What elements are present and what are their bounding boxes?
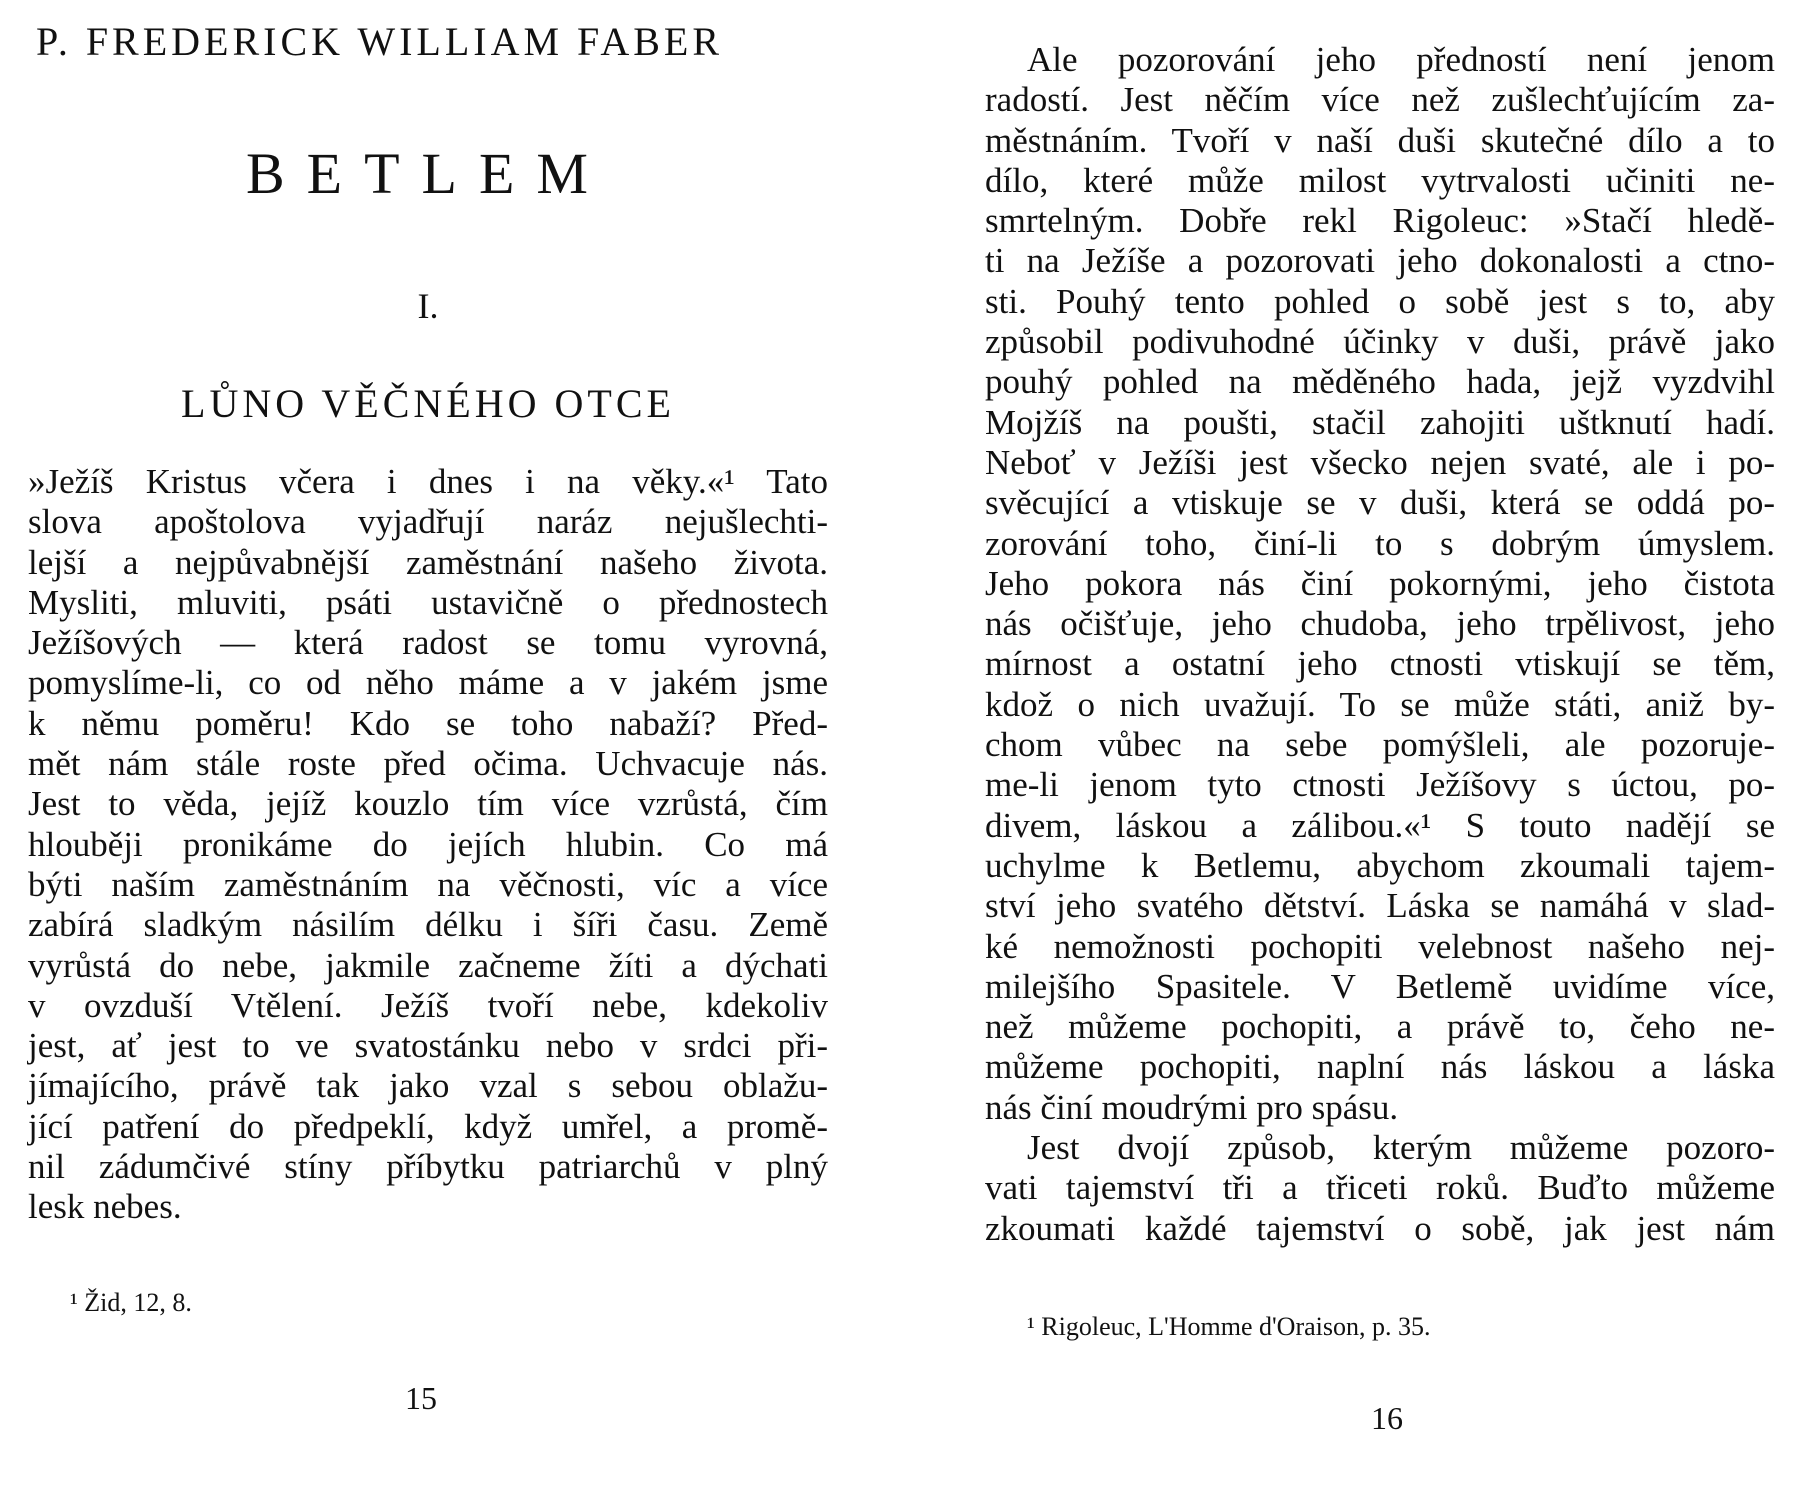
- text-line: jící patření do předpeklí, když umřel, a promě-: [28, 1106, 828, 1146]
- text-line: nil zádumčivé stíny příbytku patriarchů v plný: [28, 1147, 828, 1187]
- left-body-text: [28, 462, 828, 1228]
- chapter-number: I.: [417, 286, 439, 326]
- page-number: 16: [1371, 1400, 1403, 1436]
- text-line: ství jeho svatého dětství. Láska se namáhá v slad-: [985, 886, 1775, 926]
- text-line: Mojžíš na poušti, stačil zahojiti uštknutí hadí.: [985, 402, 1775, 442]
- text-line: smrtelným. Dobře rekl Rigoleuc: »Stačí hledě-: [985, 201, 1775, 241]
- author-name: P. FREDERICK WILLIAM FABER: [36, 19, 724, 64]
- text-line: zabírá sladkým násilím délku i šíři času. Země: [28, 905, 828, 945]
- text-line: Neboť v Ježíši jest všecko nejen svaté, ale i po-: [985, 442, 1775, 482]
- text-line: divem, láskou a zálibou.«¹ S touto nadějí se: [985, 805, 1775, 845]
- right-body-text: [985, 40, 1775, 1249]
- text-line: pouhý pohled na měděného hada, jejž vyzdvihl: [985, 362, 1775, 402]
- text-line: městnáním. Tvoří v naší duši skutečné dílo a to: [985, 120, 1775, 160]
- text-line: jest, ať jest to ve svatostánku nebo v srdci při-: [28, 1026, 828, 1066]
- text-line: ti na Ježíše a pozorovati jeho dokonalosti a ctno-: [985, 241, 1775, 281]
- text-line: Ale pozorování jeho předností není jenom: [1027, 40, 1775, 79]
- text-line: nás činí moudrými pro spásu.: [985, 1087, 1399, 1127]
- text-line: Mysliti, mluviti, psáti ustavičně o přednostech: [28, 582, 828, 622]
- text-line: vati tajemství tři a třiceti roků. Buďto můžeme: [985, 1168, 1775, 1208]
- text-line: milejšího Spasitele. V Betlemě uvidíme více,: [985, 966, 1775, 1006]
- text-line: lejší a nejpůvabnější zaměstnání našeho života.: [28, 542, 828, 582]
- footnote: ¹ Žid, 12, 8.: [70, 1288, 192, 1317]
- text-line: býti naším zaměstnáním na věčnosti, víc a více: [28, 864, 828, 904]
- text-line: mírnost a ostatní jeho ctnosti vtiskují se těm,: [985, 644, 1775, 684]
- text-line: lesk nebes.: [28, 1187, 182, 1227]
- left-page: [28, 0, 828, 1500]
- text-line: chom vůbec na sebe pomýšleli, ale pozoruje-: [985, 725, 1775, 765]
- text-line: dílo, které může milost vytrvalosti učiniti ne-: [985, 160, 1775, 200]
- text-line: Jest dvojí způsob, kterým můžeme pozoro-: [1027, 1128, 1775, 1168]
- text-line: Jeho pokora nás činí pokornými, jeho čistota: [985, 563, 1775, 603]
- text-line: způsobil podivuhodné účinky v duši, právě jako: [985, 322, 1775, 362]
- text-line: uchylme k Betlemu, abychom zkoumali tajem-: [985, 845, 1775, 885]
- text-line: mět nám stále roste před očima. Uchvacuje nás.: [28, 744, 828, 784]
- text-line: můžeme pochopiti, naplní nás láskou a láska: [985, 1047, 1775, 1087]
- text-line: radostí. Jest něčím více než zušlechťujícím za-: [985, 80, 1775, 120]
- footnote: ¹ Rigoleuc, L'Homme d'Oraison, p. 35.: [1027, 1312, 1431, 1341]
- text-line: zkoumati každé tajemství o sobě, jak jest nám: [985, 1208, 1775, 1248]
- text-line: sti. Pouhý tento pohled o sobě jest s to, aby: [985, 281, 1775, 321]
- right-page: [985, 0, 1775, 1500]
- text-line: zorování toho, činí-li to s dobrým úmyslem.: [985, 523, 1775, 563]
- text-line: »Ježíš Kristus včera i dnes i na věky.«¹ Tato: [28, 462, 828, 501]
- text-line: Jest to věda, jejíž kouzlo tím více vzrůstá, čím: [28, 784, 828, 824]
- book-title: BETLEM: [246, 141, 610, 206]
- text-line: pomyslíme-li, co od něho máme a v jakém jsme: [28, 663, 828, 703]
- text-line: Ježíšových — která radost se tomu vyrovná,: [28, 623, 828, 663]
- text-line: svěcující a vtiskuje se v duši, která se oddá po-: [985, 483, 1775, 523]
- text-line: než můžeme pochopiti, a právě to, čeho ne-: [985, 1007, 1775, 1047]
- page-number: 15: [405, 1380, 437, 1416]
- text-line: v ovzduší Vtělení. Ježíš tvoří nebe, kdekoliv: [28, 985, 828, 1025]
- text-line: ké nemožnosti pochopiti velebnost našeho nej-: [985, 926, 1775, 966]
- text-line: kdož o nich uvažují. To se může státi, aniž by-: [985, 684, 1775, 724]
- text-line: jímajícího, právě tak jako vzal s sebou oblažu-: [28, 1066, 828, 1106]
- text-line: vyrůstá do nebe, jakmile začneme žíti a dýchati: [28, 945, 828, 985]
- chapter-title: LŮNO VĚČNÉHO OTCE: [181, 381, 675, 426]
- text-line: me-li jenom tyto ctnosti Ježíšovy s úctou, po-: [985, 765, 1775, 805]
- text-line: hlouběji pronikáme do jejích hlubin. Co má: [28, 824, 828, 864]
- text-line: nás očišťuje, jeho chudoba, jeho trpělivost, jeho: [985, 604, 1775, 644]
- text-line: k němu poměru! Kdo se toho nabaží? Před-: [28, 703, 828, 743]
- text-line: slova apoštolova vyjadřují naráz nejušlechti-: [28, 502, 828, 542]
